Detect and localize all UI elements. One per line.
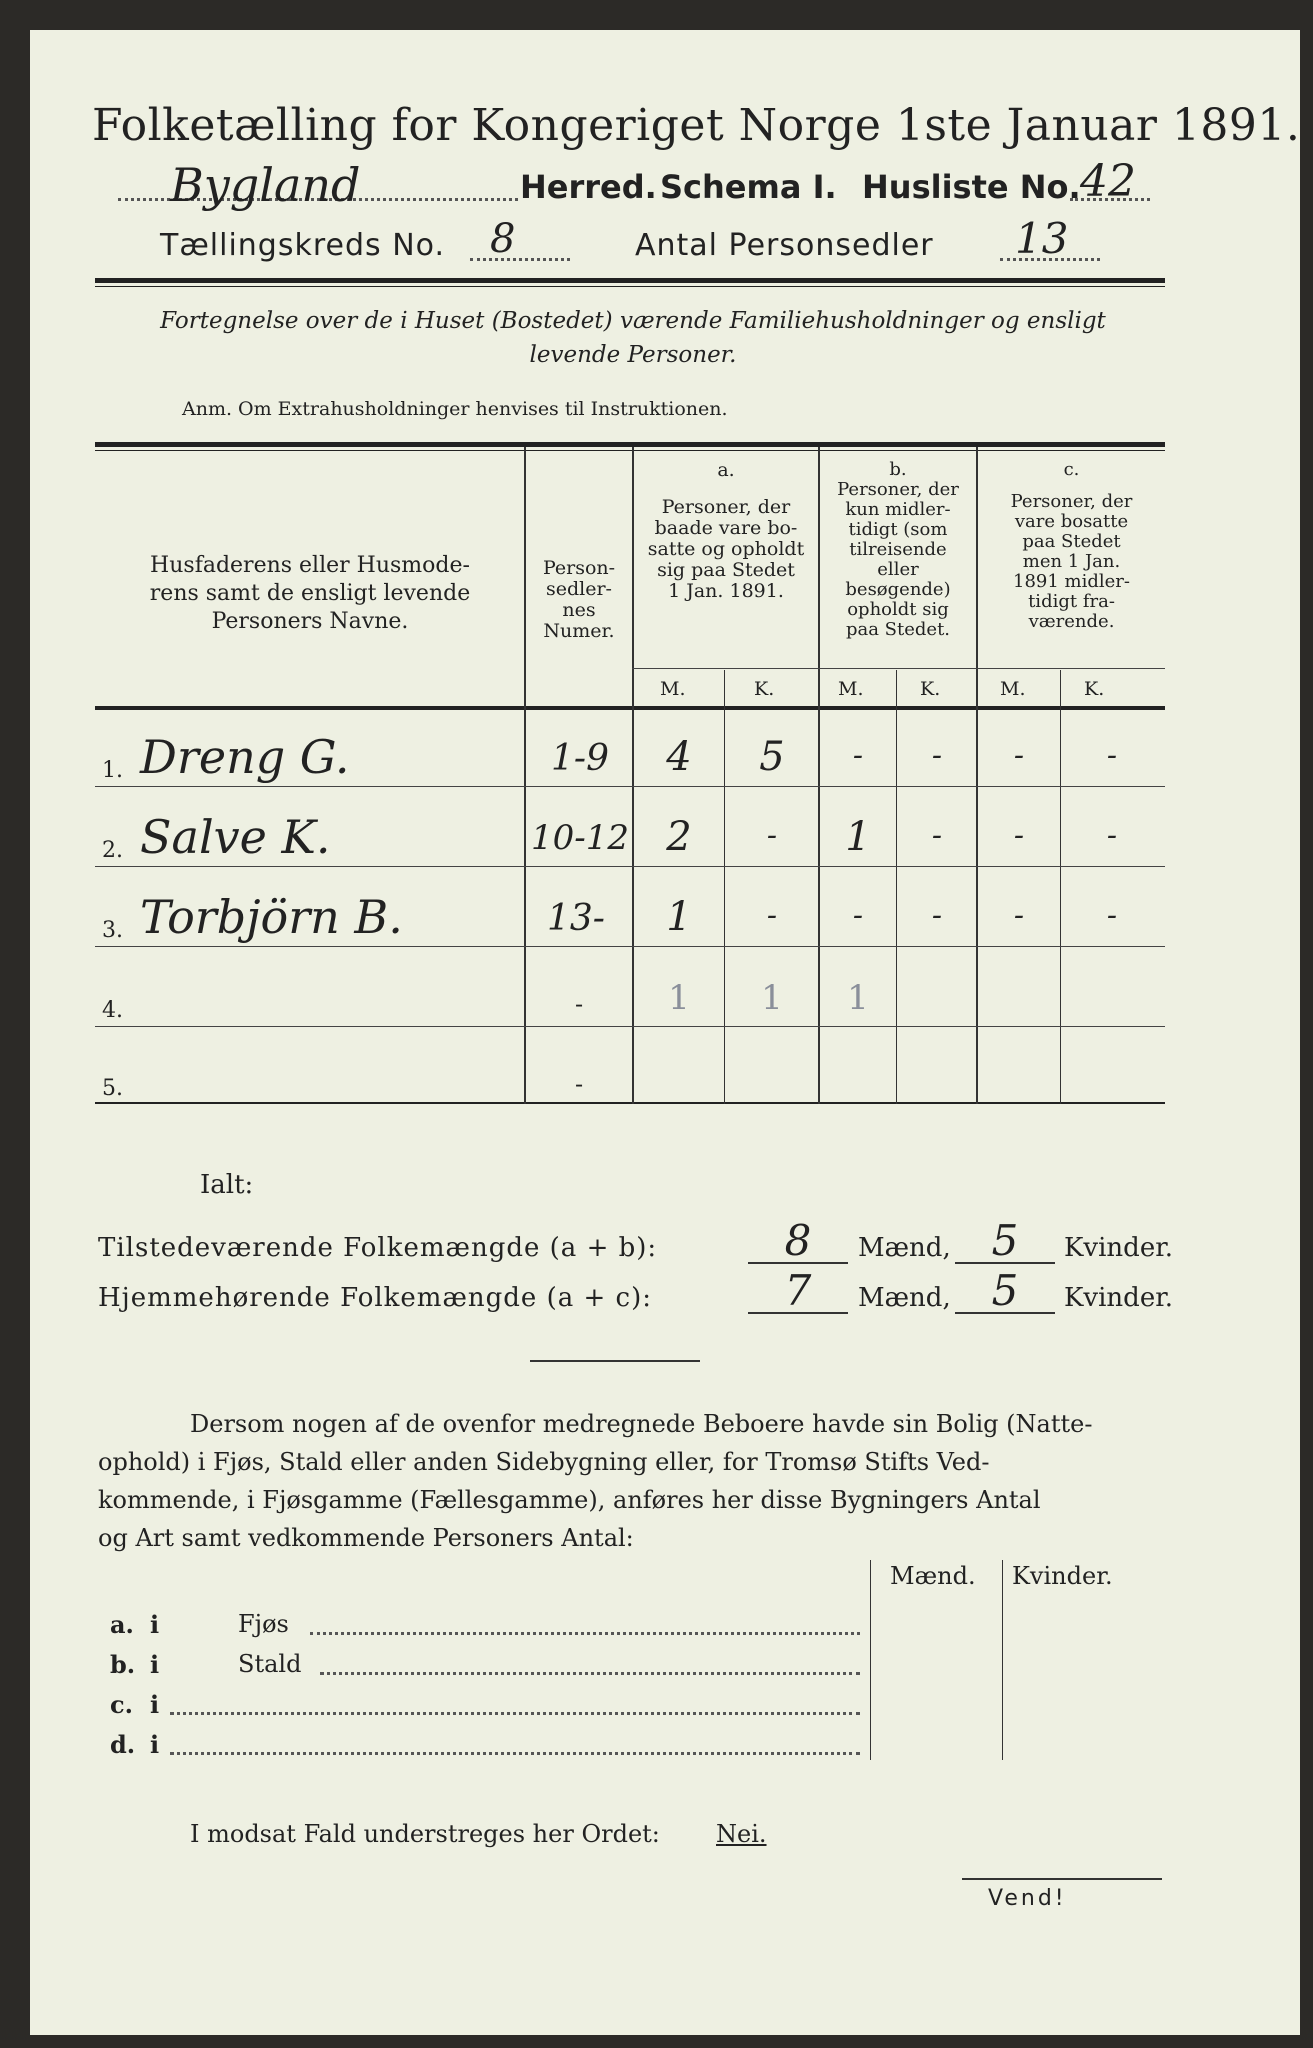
header-numer: Person- sedler- nes Numer. xyxy=(542,557,616,642)
form-title: Folketælling for Kongeriget Norge 1ste Januar 1891. xyxy=(92,100,1301,151)
herred-label: Herred. xyxy=(520,168,657,206)
row-name: Torbjörn B. xyxy=(140,890,403,944)
col-kvinder: Kvinder. xyxy=(1012,1562,1113,1590)
ialt-label: Ialt: xyxy=(200,1170,254,1200)
census-form: Folketælling for Kongeriget Norge 1ste Januar 1891. Bygland Herred. Schema I. Husliste No. 42 Tællingskreds No. 8 Antal Personsedler 13 Fortegnelse over de i Huset (Bostedet) værende Familiehusholdninger og ensligt levende Personer. Anm. Om Extrahusholdninger henvises til Instruktionen. Husfaderens eller Husmode- rens samt de ensligt levende Personers Navne. Person- sedler- nes Numer. a. Personer, der baade vare bo- satte og opholdt sig paa Stedet 1 Jan. 1891. b. Personer, der kun midler- tidigt (som tilreisende eller besøgende) opholdt sig paa Stedet. c. Personer, der vare bosatte paa Stedet men 1 Jan. 1891 midler- tidigt fra- værende. M. K. M. K. M. K. 1. Dreng G. 1-9 4 5 - - - - 2. Salve K. 10-12 2 - 1 - - - 3. Torbjörn B. 13- 1 - - - - - 4. - 1 1 1 5. - Ialt: Tilstedeværende Folkemængde (a + b): 8 Mænd, 5 Kvinder. Hjemmehørende Folkemængde (a + c): 7 Mænd, 5 Kvinder. Dersom nogen af de ovenfor medregnede Beboere havde sin Bolig (Natte- ophold) i Fjøs, Stald eller anden Sidebygning eller, for Tromsø Stifts Ved- kommende, i Fjøsgamme (Fællesgamme), anføres her disse Bygningers Antal og Art samt vedkommende Personers Antal: Mænd. Kvinder. a. i Fjøs b. i Stald c. i d. i I modsat Fald understreges her Ordet: Nei. Vend! xyxy=(30,30,1300,2035)
schema-label: Schema I. xyxy=(660,168,837,206)
para-line1: Dersom nogen af de ovenfor medregnede Beboere havde sin Bolig (Natte- xyxy=(190,1410,1093,1438)
col-maend: Mænd. xyxy=(890,1562,976,1590)
header-b: b. Personer, der kun midler- tidigt (som tilreisende eller besøgende) opholdt sig paa Stedet. xyxy=(837,459,959,640)
vend-text: Vend! xyxy=(988,1886,1067,1911)
tilstede-label: Tilstedeværende Folkemængde (a + b): xyxy=(98,1233,658,1263)
header-b-m: M. xyxy=(838,678,864,700)
hjemme-kvinder: 5 xyxy=(991,1266,1019,1315)
para-line3: kommende, i Fjøsgamme (Fællesgamme), anføres her disse Bygningers Antal xyxy=(98,1486,1041,1514)
hjemme-maend: 7 xyxy=(784,1266,812,1315)
tilstede-kvinder: 5 xyxy=(991,1216,1019,1265)
header-a-k: K. xyxy=(754,678,775,700)
tilstede-maend: 8 xyxy=(784,1216,812,1265)
kreds-value: 8 xyxy=(490,216,516,262)
nei-word: Nei. xyxy=(716,1820,767,1848)
husliste-value: 42 xyxy=(1080,156,1136,207)
header-c-k: K. xyxy=(1084,678,1105,700)
kreds-label: Tællingskreds No. xyxy=(160,228,445,263)
row-name: Salve K. xyxy=(140,810,331,864)
herred-value: Bygland xyxy=(170,158,361,212)
header-a-m: M. xyxy=(660,678,686,700)
anm-note: Anm. Om Extrahusholdninger henvises til Instruktionen. xyxy=(182,398,728,420)
intro-line2: levende Personer. xyxy=(529,342,737,368)
husliste-label: Husliste No. xyxy=(862,168,1081,206)
para-line4: og Art samt vedkommende Personers Antal: xyxy=(98,1524,634,1552)
intro-line1: Fortegnelse over de i Huset (Bostedet) værende Familiehusholdninger og ensligt xyxy=(160,308,1106,334)
modsat-text: I modsat Fald understreges her Ordet: xyxy=(190,1820,660,1848)
antal-value: 13 xyxy=(1015,214,1069,263)
header-names: Husfaderens eller Husmode- rens samt de ensligt levende Personers Navne. xyxy=(149,553,471,634)
row-name: Dreng G. xyxy=(140,730,350,784)
antal-label: Antal Personsedler xyxy=(635,228,934,263)
header-c: c. Personer, der vare bosatte paa Stedet men 1 Jan. 1891 midler- tidigt fra- værende. xyxy=(1010,459,1133,632)
header-b-k: K. xyxy=(920,678,941,700)
header-c-m: M. xyxy=(1000,678,1026,700)
para-line2: ophold) i Fjøs, Stald eller anden Sidebygning eller, for Tromsø Stifts Ved- xyxy=(98,1448,990,1476)
header-a: a. Personer, der baade vare bo- satte og opholdt sig paa Stedet 1 Jan. 1891. xyxy=(647,459,805,602)
hjemme-label: Hjemmehørende Folkemængde (a + c): xyxy=(98,1283,652,1313)
